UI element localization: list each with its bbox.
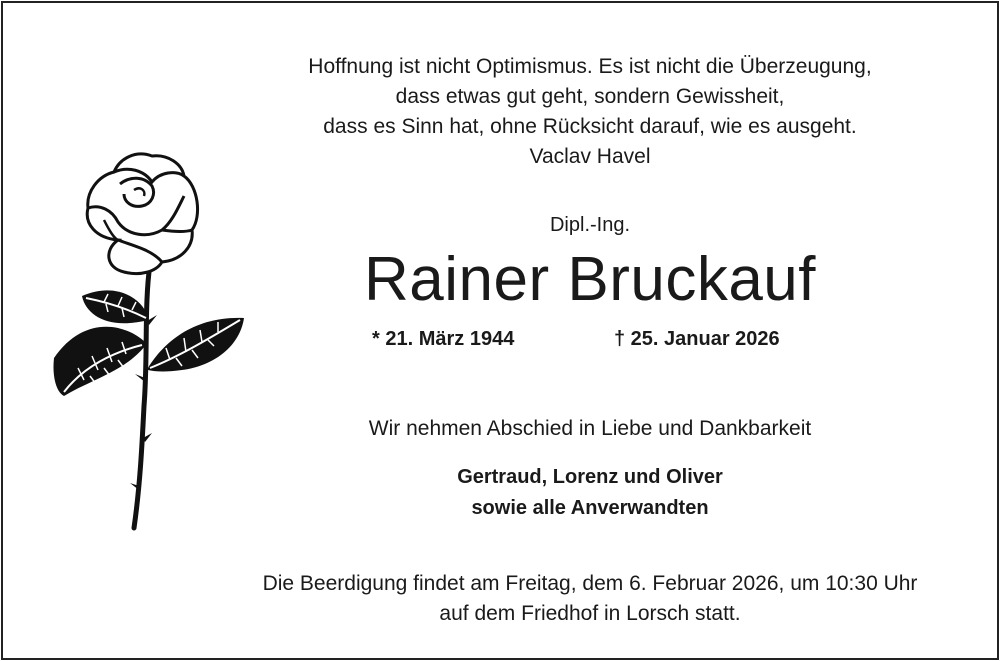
farewell-text: Wir nehmen Abschied in Liebe und Dankbarkeit [368,417,812,440]
deceased-name: Rainer Bruckauf [363,245,817,314]
quote-block [190,52,990,172]
quote-author: Vaclav Havel [529,145,651,168]
death-date: † 25. Januar 2026 [614,328,780,350]
funeral-line: Die Beerdigung findet am Freitag, dem 6. Februar 2026, um 10:30 Uhr [262,572,918,595]
funeral-line: auf dem Friedhof in Lorsch statt. [439,602,741,625]
birth-date: * 21. März 1944 [372,328,515,350]
family-block [190,462,990,524]
academic-title: Dipl.-Ing. [549,214,631,236]
family-line: sowie alle Anverwandten [471,497,709,519]
family-line: Gertraud, Lorenz und Oliver [457,466,723,488]
quote-line: dass es Sinn hat, ohne Rücksicht darauf, wie es ausgeht. [323,115,857,138]
quote-line: dass etwas gut geht, sondern Gewissheit, [395,85,785,108]
quote-line: Hoffnung ist nicht Optimismus. Es ist nicht die Überzeugung, [308,55,872,78]
funeral-info [190,569,990,629]
